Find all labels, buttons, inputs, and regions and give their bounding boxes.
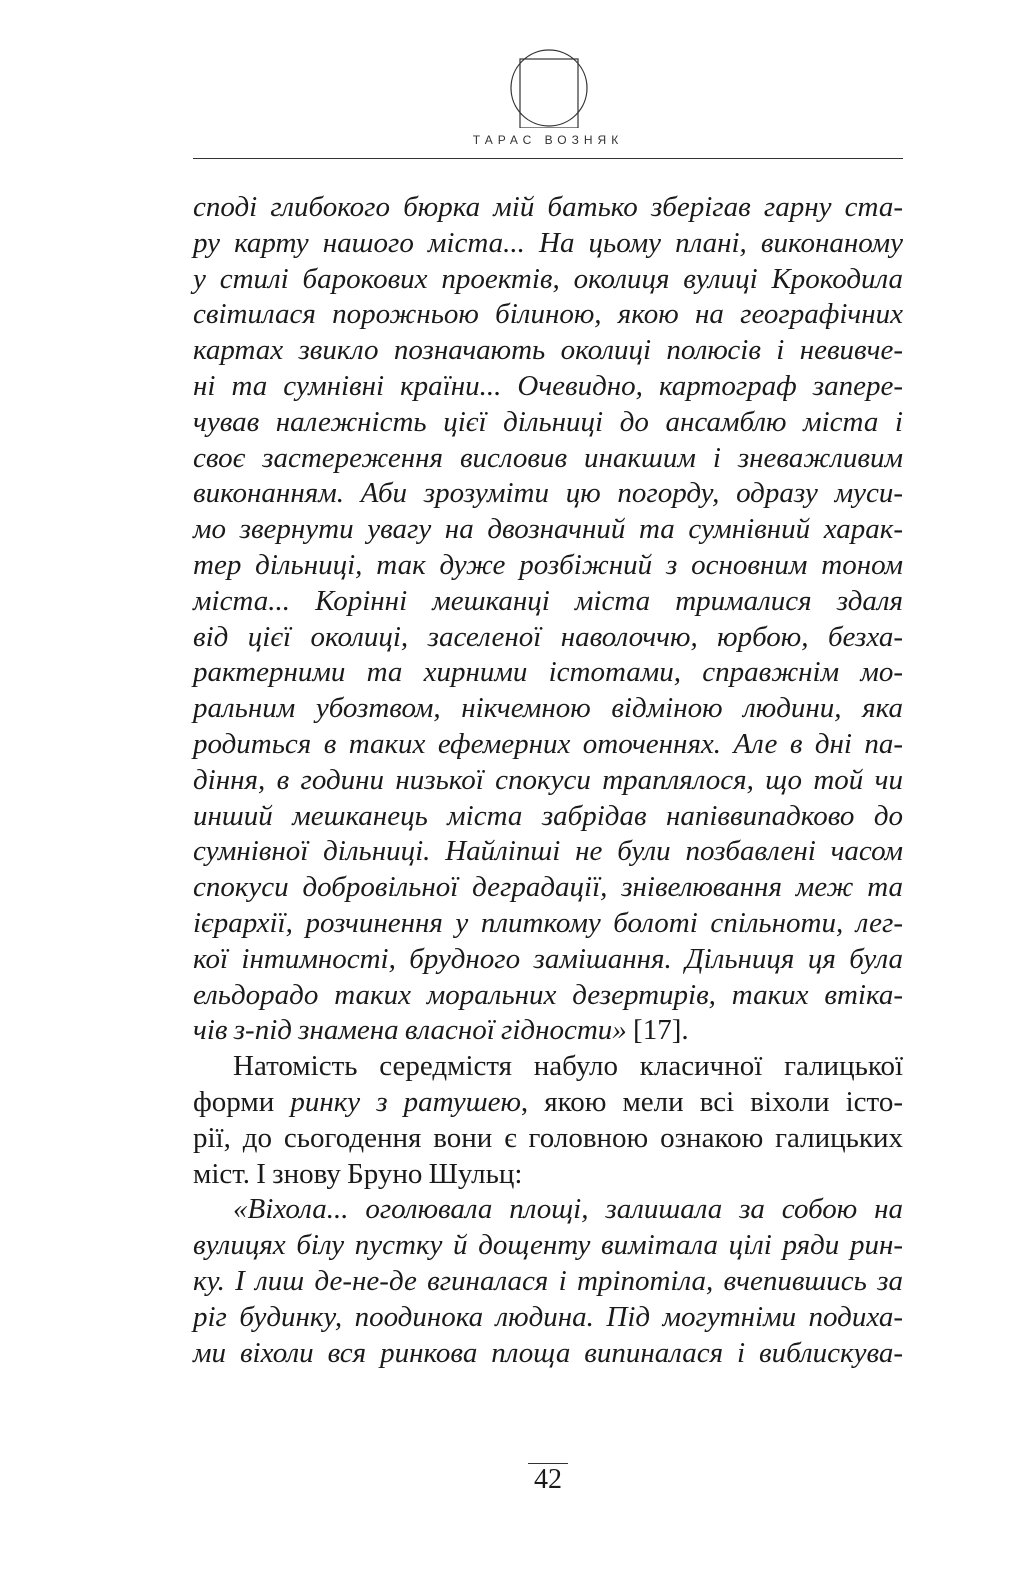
text-line bbox=[193, 1085, 903, 1121]
text-line: Натомість середмістя набуло класичної галицької bbox=[233, 1050, 903, 1083]
text-line: мо звернути увагу на двозначний та сумнівний харак- bbox=[193, 513, 903, 546]
text-line: діння, в години низької спокуси траплялося, що той чи bbox=[193, 763, 903, 796]
text-line: світилася порожньою білиною, якою на географічних bbox=[193, 298, 903, 331]
text-line: рактерними та хирними істотами, справжнім мо- bbox=[193, 656, 903, 689]
text-line: міст. І знову Бруно Шульц: bbox=[193, 1157, 523, 1190]
running-header-author: ТАРАС ВОЗНЯК bbox=[472, 133, 624, 147]
text-line: ми віхоли вся ринкова площа випиналася і виблискува- bbox=[193, 1336, 903, 1369]
text-line: ні та сумнівні країни... Очевидно, картограф запере- bbox=[193, 369, 903, 402]
paragraph bbox=[193, 1049, 903, 1192]
text-line: рії, до сьогодення вони є головною ознакою галицьких bbox=[193, 1121, 903, 1154]
text-line: кої інтимності, брудного замішання. Дільниця ця була bbox=[193, 942, 903, 975]
text-line: сумнівної дільниці. Найліпші не були позбавлені часом bbox=[193, 835, 903, 868]
text-line: своє застереження висловив инакшим і зневажливим bbox=[193, 441, 903, 474]
text-line: ріг будинку, поодинока людина. Під могутніми подиха- bbox=[193, 1300, 903, 1333]
header-divider bbox=[193, 158, 903, 159]
text-line: вулицях білу пустку й дощенту вимітала цілі ряди рин- bbox=[193, 1229, 903, 1262]
text-line: тер дільниці, так дуже розбіжний з основним тоном bbox=[193, 548, 903, 581]
body-text bbox=[193, 190, 903, 1371]
text-line: ру карту нашого міста... На цьому плані, виконаному bbox=[193, 226, 903, 259]
text-line: «Віхола... оголювала площі, залишала за собою на bbox=[233, 1193, 903, 1226]
text-line: у стилі барокових проектів, околиця вулиці Крокодила bbox=[193, 262, 903, 295]
citation-reference: [17]. bbox=[626, 1014, 689, 1047]
text-line: виконанням. Аби зрозуміти цю погорду, одразу муси- bbox=[193, 477, 903, 510]
quote-block-2 bbox=[193, 1192, 903, 1371]
text-line: міста... Корінні мешканці міста трималися здаля bbox=[193, 584, 903, 617]
text-fragment: форми bbox=[193, 1085, 291, 1118]
text-line: инший мешканець міста забрідав напіввипадково до bbox=[193, 799, 903, 832]
text-line: ельдорадо таких моральних дезертирів, таких втіка- bbox=[193, 978, 903, 1011]
page-number-footer bbox=[193, 1463, 903, 1496]
text-line: ієрархії, розчинення у плиткому болоті спільноти, лег- bbox=[193, 906, 903, 939]
text-line: від цієї околиці, заселеної наволоччю, юрбою, безха- bbox=[193, 620, 903, 653]
text-line: картах звикло позначають околиці полюсів і невивче- bbox=[193, 334, 903, 367]
quote-ending: чів з-під знамена власної гідности» bbox=[193, 1014, 627, 1047]
text-line: родиться в таких ефемерних оточеннях. Але в дні па- bbox=[193, 727, 903, 760]
text-line: ку. І лиш де-не-де вгиналася і тріпотіла, вчепившись за bbox=[193, 1264, 903, 1297]
page-number: 42 bbox=[528, 1463, 568, 1496]
text-line: споді глибокого бюрка мій батько зберігав гарну ста- bbox=[193, 191, 903, 223]
text-line: чував належність цієї дільниці до ансамблю міста і bbox=[193, 405, 903, 438]
text-line bbox=[193, 1013, 903, 1049]
quote-block-1 bbox=[193, 190, 903, 1049]
text-fragment: , якою мели всі віхоли істо- bbox=[520, 1085, 903, 1118]
emphasis-text: ринку з ратушею bbox=[290, 1085, 521, 1118]
text-line: спокуси добровільної деградації, знівелювання меж та bbox=[193, 871, 903, 904]
circle-square-emblem-icon bbox=[509, 48, 589, 128]
text-line: ральним убозтвом, нікчемною відміною людини, яка bbox=[193, 692, 903, 725]
